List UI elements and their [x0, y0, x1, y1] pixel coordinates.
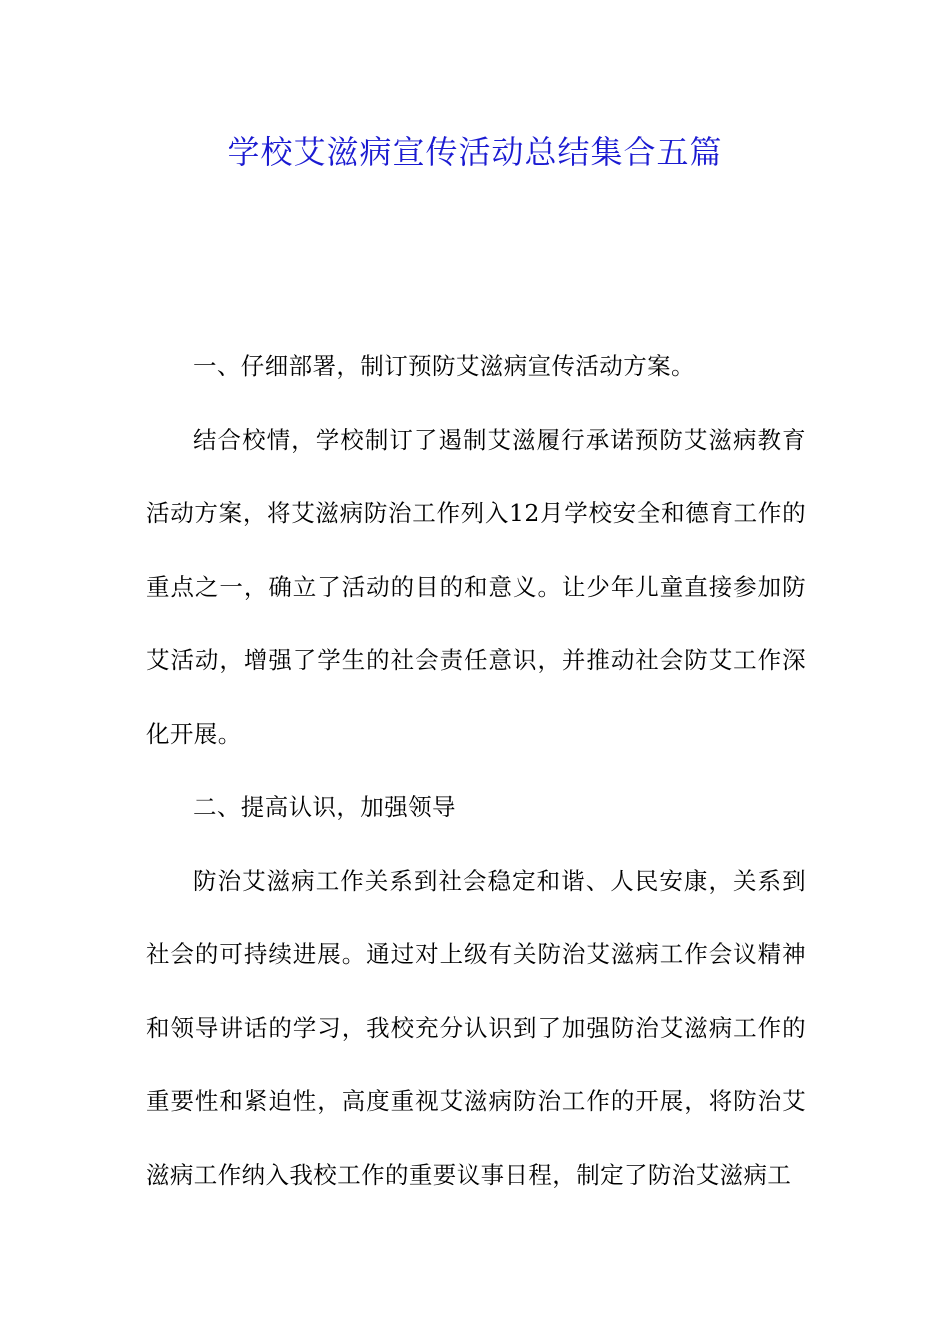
paragraph-section-2-body: 防治艾滋病工作关系到社会稳定和谐、人民安康，关系到社会的可持续进展。通过对上级有关防治艾滋病工作会议精神和领导讲话的学习，我校充分认识到了加强防治艾滋病工作的重要性和紧迫性，高度重视艾滋病防治工作的开展，将防治艾滋病工作纳入我校工作的重要议事日程，制定了防治艾滋病工 — [146, 866, 806, 1189]
document-title: 学校艾滋病宣传活动总结集合五篇 — [227, 133, 723, 171]
document-body — [146, 330, 806, 1212]
paragraph-section-1-body: 结合校情，学校制订了遏制艾滋履行承诺预防艾滋病教育活动方案，将艾滋病防治工作列入12月学校安全和德育工作的重点之一，确立了活动的目的和意义。让少年儿童直接参加防艾活动，增强了学生的社会责任意识，并推动社会防艾工作深化开展。 — [146, 425, 806, 748]
paragraph-section-2-heading: 二、提高认识，加强领导 — [193, 793, 456, 821]
paragraph-section-1-heading: 一、仔细部署，制订预防艾滋病宣传活动方案。 — [193, 352, 695, 380]
